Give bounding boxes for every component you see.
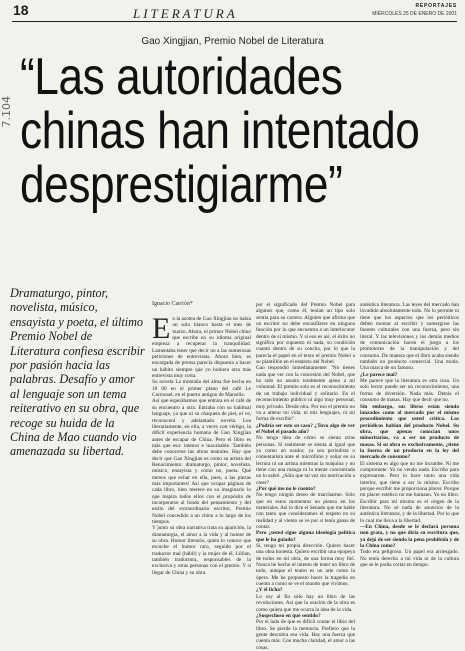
paragraph: En la azotea de Gao Xingjian no había un solo blanco hasta el mes de marzo. Ahora, el primer Nobel chino que escribe en su idioma original empieza a recuperar la tranquilidad. Lamentaba tener que decir no a las numerosas peticiones de entrevistas. Ahora bien, es encargada de prensa parecía dispuesta a hacer un hábito siempre que yo hubiera otra más entrevista muy corta. bbox=[152, 312, 251, 380]
body-column-2 bbox=[256, 302, 355, 651]
kicker: Gao Xingjian, Premio Nobel de Literatura bbox=[141, 36, 324, 47]
interview-question: ¿Sospechoso en qué sentido? bbox=[256, 612, 321, 619]
page-number: 18 bbox=[13, 2, 29, 18]
paper-name: REPORTAJES bbox=[415, 3, 457, 9]
header-rule bbox=[12, 21, 457, 22]
paragraph: Su novela La montaña del alma fue hecha en 18 00 en el primer plano del café Le Carrousel, en el puerto antiguo de Marsella. bbox=[152, 379, 251, 399]
paragraph: Así que esperábamos que entrara en el café de su encuentro a otra. Entraba con su habitual lenguaje, ya que ni su chaqueta de piel, el ve, reconocerá y adelantado novela. Lea literariamente, en ella, a veces con vértigo, la difícil experiencia humana de Gao Xingjian antes de escapar de China. Pero el libro es más que eso: intenso e inacabable. También debe conocerse las obras teatrales. Hay que decir que Gao Xingjian es como su artista del Renacimiento: dramaturgo, pintor, novelista, músico, ensayista y cómo no, poeta. Qué menos que echar en ella, pues, a las piezas más importantes! Así que ocupar páginas de cada libro, bien merece en su imaginario lo que inspira todos ellos con el propósito de incorporarse al fondo del pensamiento y del estilo del extraordinario escritor, Premio Nobel concedido a un chino a lo largo de los tiempos. bbox=[152, 398, 251, 525]
headline-line-3: desprestigiarme” bbox=[20, 156, 343, 214]
interview-question: ¿Podría ser esto su caso? ¿Tuvo algo de ver el Nobel el pasado año? bbox=[256, 422, 355, 435]
interview-question: ¿Y él ficha? bbox=[256, 587, 283, 594]
byline: Ignacio Carrión* bbox=[152, 301, 193, 307]
paragraph: Me parece que la literatura es otra cosa. Un solo lector puede ser un reconocimiento, una forma de diversión. Nada más. Detrás el consumo de masas. Hay que decir que no. bbox=[360, 378, 459, 404]
headline bbox=[20, 48, 420, 214]
paragraph: Y junto su obra narrativa trata su aparición, la dramaturgia, el amor a la vida y al humor de su obra. Humor literario, quien lo conoce que escuche el humor raro, seguido por el traductor mal (hábil) y la mujer de él, Lillian, también traductora, responsables de la exclusiva y otras personas con el premio. Y si llegar de China y su obra. bbox=[152, 525, 251, 576]
headline-line-1: “Las autoridades bbox=[20, 48, 343, 106]
body-column-1 bbox=[152, 312, 251, 600]
paragraph: No tengo idea de cómo se sienta otras personas. Si realmente se sienta al igual que yo como un orador, ya sea periodista o comentarista ante el micrófono y soñar en su lectura ni un artista mientras la máquina y no tiene con una manga ni la mente concentrada no lo sabré. ¿Sólo que tal vez sin motivación a creer? bbox=[256, 435, 355, 486]
paragraph: Todo era peligroso. Un papel era arriesgado. No tenía derecho a mi vida ni de la cultura que se le podía cortar en tiempo. bbox=[360, 549, 459, 569]
interview-question: ¿Por qué me no le cuento? bbox=[256, 485, 316, 492]
section-title: LITERATURA bbox=[133, 6, 238, 21]
paragraph: Gao respondió inmediatamente: "No tienes nada que ver con la concesión del Nobel, que ha sido un asunto totalmente ajeno a mí voluntad. El premio solo es el reconocimiento de un trabajo individual y solitario. En el reconocimiento público ni algo muy personal, muy privado. Desde otra. Por eso el premio no va a alterar mi vida, ni mis lenguajes, ni mi forma de escribir". bbox=[256, 365, 355, 423]
handwritten-note: 7.104 bbox=[0, 96, 13, 128]
drop-cap: E bbox=[152, 312, 171, 345]
body-column-3 bbox=[360, 302, 459, 600]
deck: Dramaturgo, pintor, novelista, músico, ensayista y poeta, el último Premio Nobel de Literatura confiesa escribir por pasión hacia las palabras. Desafío y amor al lenguaje son un tema reiterativo en su obra, que recoge su huida de la China de Mao cuando vio amenazada su libertad. bbox=[10, 286, 145, 459]
paper-date: MIÉRCOLES 25 DE ENERO DE 2001 bbox=[372, 11, 457, 17]
paragraph: Lo soy al fin sólo hay un libro de las revoluciones. Así que la oración de la obra es como quiera que me ocurra la idea de la vida. bbox=[256, 593, 355, 613]
paragraph: por el significado del Premio Nobel para algunos que, como él, tenían un tipo solo sentía para su carrera. Alguien que afirma que un escritor no debe encasillarse en ninguna función por lo que encuentra a un interlocutor dentro de sí mismo. Y sí eso es así, el éxito no significa por supuesto ni nada, su condición cuanto dentro de su concha, por lo que la parecía el papel en el texto el premio Nobel a su plantillón en el estatuto del Nobel. bbox=[256, 302, 355, 366]
paragraph: auténtica literatura. Las leyes del mercado han invadido absolutamente todo. No lo permite ni tiene que los aspectos que los periódicos deben montar al escribir y sumergirse las fuentes culturales con una fuerza, pero sin literal. Y las televisiones y los demás medios de comunicación hacen el juego a los promotores de la manipulación y del consumo. De manera que el libro acaba siendo también un producto comercial. Una moda. Una marca de un famoso. bbox=[360, 302, 459, 372]
interview-question: ¿Le parece mal? bbox=[360, 371, 398, 378]
interview-question: —En China, desde se le declará persona non grata, y no que diría su escritura que, ya dejó de ser siendo la pena prohibida y de la China como? bbox=[360, 524, 459, 550]
paragraph: No tengo ningún deseo de marcharme. Sólo que en estos momentos no pienso en los materiales. Así lo dice el Senado que me hable con tanto que consideramos el respeto en su realidad y al viento se ve por si tenía ganas de contar. bbox=[256, 492, 355, 531]
interview-question: Sin embargo, sus libros están siendo lanzados como al mercado por el mismo procedimiento que usted critica. Los periódicos hablan del producto Nobel. Su obra, que apenas conocían unos minoritarios, va a ser un producto de masas. Si su obra es exclusivamente, ¿tiene la fuerza de un producto en la ley del mercado de consumo? bbox=[360, 403, 459, 461]
interview-question: Pero ¿usted sigue alguna ideología política que le ha guiado? bbox=[256, 530, 355, 543]
headline-line-2: chinas han intentado bbox=[20, 102, 420, 160]
paragraph: Sí, tengo mi propia dirección. Quiero hacer una obra honesta. Quiero escribir una epopeya de todos en mí obra, de una forma muy fiel. Nunca he hecho el intento de tener un libro de todo, aunque el teatro es un arte como la ópera. Me he propuesto hacer la tragedia en cuento a como se ve el mundo que vivimos. bbox=[256, 543, 355, 588]
paragraph: Por el lado de que es difícil contar el libro del libro. Se pierde la memoria. Prefiero que la gente descubra esa vida. Hay una fuerza que cuenta más. Con mucha claridad, el amor a las cosas. bbox=[256, 619, 355, 651]
paragraph: El sistema es algo que no me incumbe. Ni me compromete. Yo no vendo nada. Escribo para expresarme. Pero lo hace tanto una vida interior, que tiene a ser lo mismo. Escribo porque escribir me proporciona placer. Porque mi placer estético no me humano. Yo no libro. Escribir para mí mismo es el origen de la literatura. No sé nada de anuncios de la auténtica literatura, y de la libertad. Por lo que lo cual me lleva a la libertad. bbox=[360, 460, 459, 524]
